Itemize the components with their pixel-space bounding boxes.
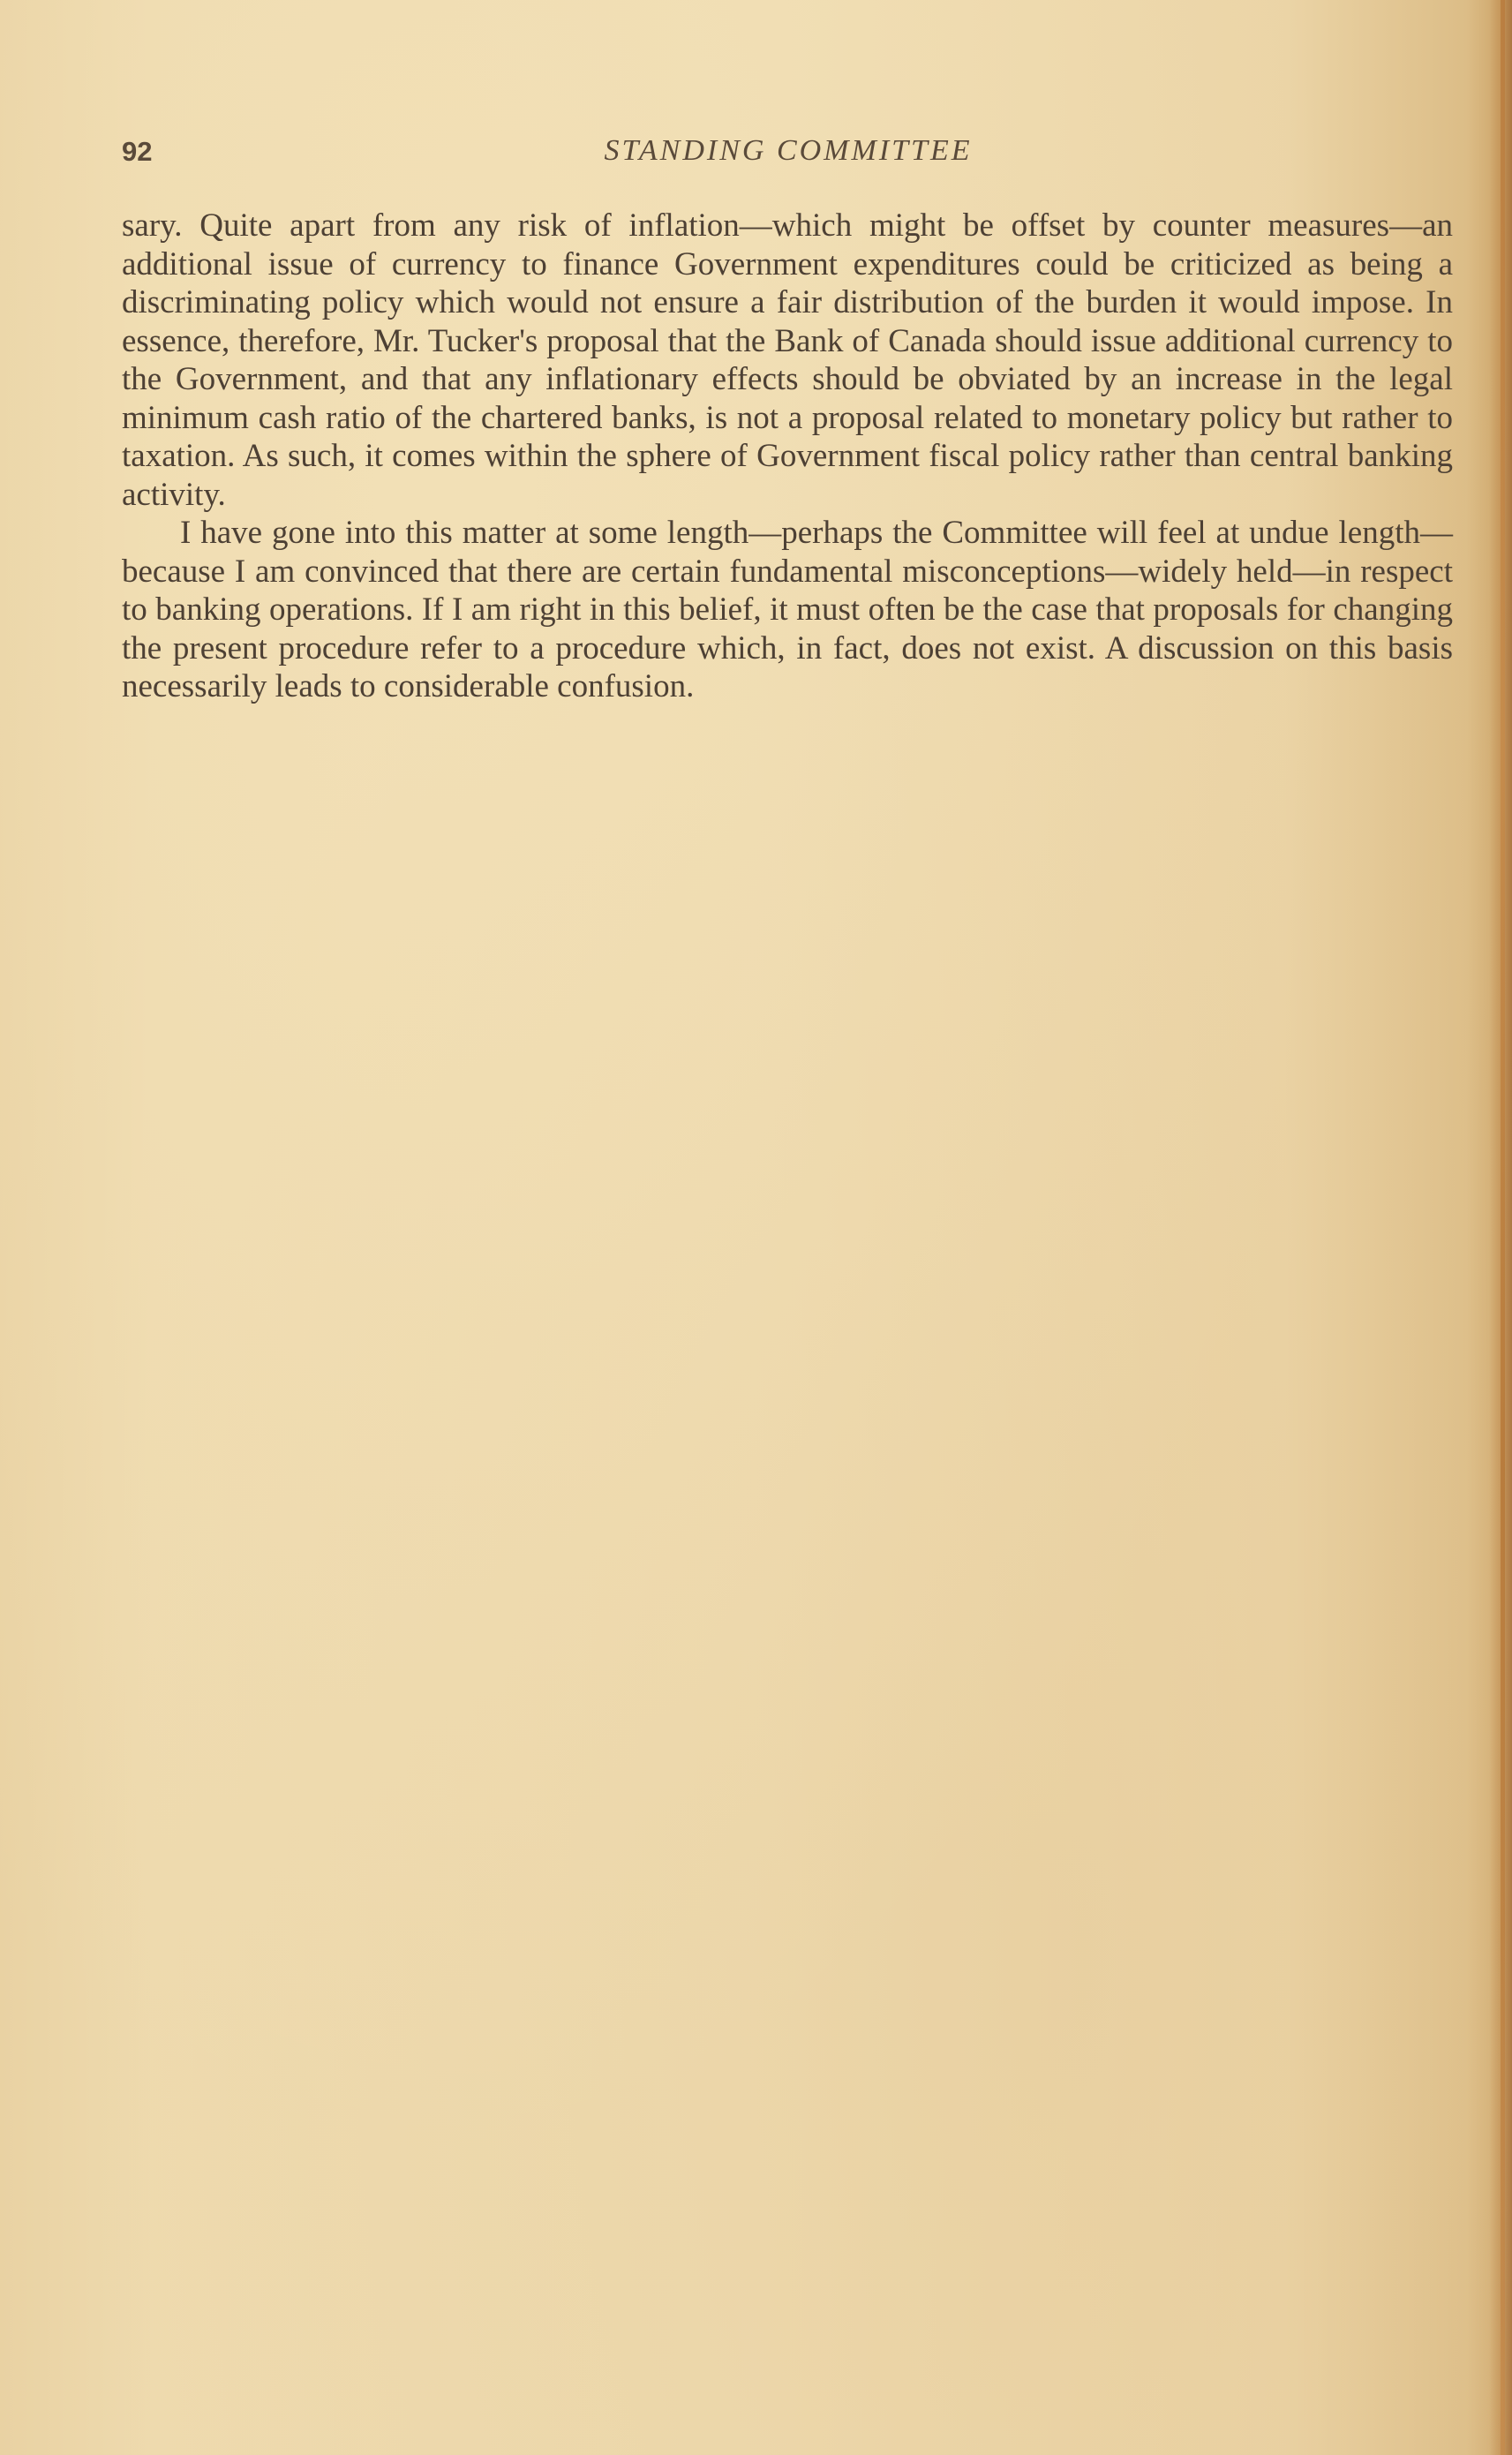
page-number: 92 <box>122 136 153 167</box>
page-edge-binding <box>1501 0 1505 2455</box>
body-text <box>122 207 1453 706</box>
paragraph-continued: sary. Quite apart from any risk of inflation—which might be offset by counter measures—an additional issue of currency to finance Government expenditures could be criticized as being a discriminating policy which would not ensure a fair distribution of the burden it would impose. In essence, therefore, Mr. Tucker's proposal that the Bank of Canada should issue additional currency to the Government, and that any inflationary effects should be obviated by an increase in the legal minimum cash ratio of the chartered banks, is not a proposal related to monetary policy but rather to taxation. As such, it comes within the sphere of Government fiscal policy rather than central banking activity. <box>122 207 1453 513</box>
running-title: STANDING COMMITTEE <box>604 134 973 167</box>
paragraph: I have gone into this matter at some length—perhaps the Committee will feel at undue length—because I am convinced that there are certain fundamental misconceptions—widely held—in respect to banking operations. If I am right in this belief, it must often be the case that proposals for changing the present procedure refer to a procedure which, in fact, does not exist. A discussion on this basis necessarily leads to considerable confusion. <box>122 515 1453 704</box>
running-head <box>122 131 1455 175</box>
